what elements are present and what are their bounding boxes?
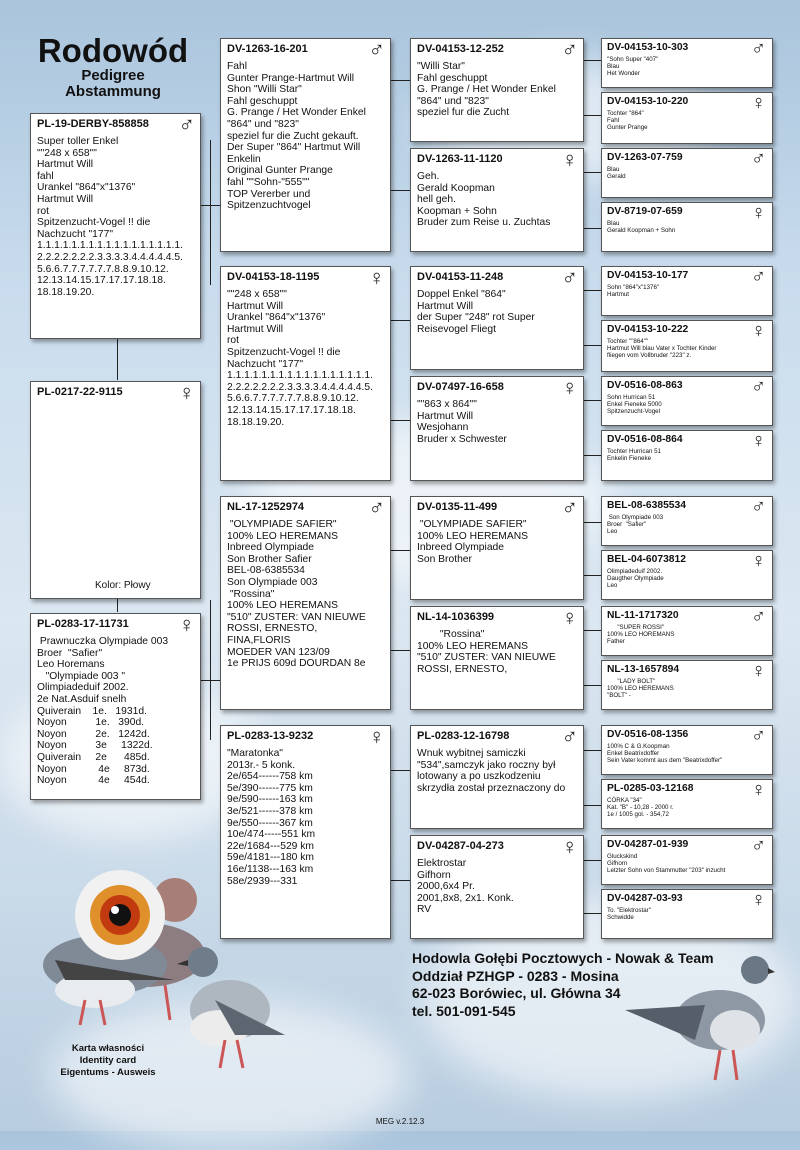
female-icon: ♀ [751, 202, 766, 224]
pedigree-description: Sohn Hurrican 51 Enkel Fieneke 5000 Spitzenzucht-Vogel [607, 394, 662, 415]
gen2-card [220, 496, 391, 710]
pedigree-description: "OLYMPIADE SAFIER" 100% LEO HEREMANS Inbreed Olympiade Son Brother [417, 519, 529, 565]
gen4-card [601, 660, 773, 710]
pedigree-description: Fahl Gunter Prange-Hartmut Will Shon "Willi Star" Fahl geschuppt G. Prange / Het Wonder Enkel "864" und "823" speziel fur die Zucht gekauft. Der Super "864" Hartmut Will Enkelin Original Gunter Prange fahl ""Sohn-"555"" TOP Vererber und Spitzenzuchtvogel [227, 61, 366, 212]
gen3-card [410, 496, 584, 600]
pedigree-description: Elektrostar Gifhorn 2000,6x4 Pr. 2001,8x8, 2x1. Konk. RV [417, 858, 514, 916]
ring-number: DV-04287-04-273 [417, 840, 504, 852]
ring-number: NL-17-1252974 [227, 501, 305, 513]
ring-number: BEL-08-6385534 [607, 500, 686, 511]
ring-number: DV-0516-08-1356 [607, 729, 689, 740]
gen4-card [601, 496, 773, 546]
connector-line [390, 650, 410, 651]
connector-line [583, 575, 601, 576]
female-icon: ♀ [751, 92, 766, 114]
connector-line [583, 345, 601, 346]
connector-line [390, 770, 410, 771]
female-icon: ♀ [751, 550, 766, 572]
male-icon: ♂ [368, 38, 385, 62]
ring-number: DV-04153-18-1195 [227, 271, 320, 283]
pedigree-description: Doppel Enkel "864" Hartmut Will der Super "248" rot Super Reisevogel Fliegt [417, 289, 535, 335]
ring-number: PL-19-DERBY-858858 [37, 118, 149, 130]
ring-number: PL-0217-22-9115 [37, 386, 123, 398]
female-icon: ♀ [751, 430, 766, 452]
pedigree-description: "LADY BOLT" 100% LEO HEREMANS "BOLT" - [607, 678, 674, 699]
breeder-address: 62-023 Borówiec, ul. Główna 34 [412, 985, 621, 1001]
male-icon: ♂ [751, 835, 766, 857]
ring-number: NL-14-1036399 [417, 611, 495, 623]
gen4-card [601, 835, 773, 885]
female-icon: ♀ [751, 660, 766, 682]
pedigree-description: "Willi Star" Fahl geschuppt G. Prange / Het Wonder Enkel "864" und "823" speziel fur die Zucht [417, 61, 556, 119]
ring-number: DV-04287-03-93 [607, 893, 683, 904]
ring-number: DV-04153-12-252 [417, 43, 504, 55]
gen3-card [410, 835, 584, 939]
connector-line [210, 140, 211, 285]
ring-number: DV-04153-11-248 [417, 271, 504, 283]
male-icon: ♂ [178, 113, 195, 137]
connector-line [210, 600, 211, 740]
connector-line [117, 338, 118, 380]
breeder-phone: tel. 501-091-545 [412, 1002, 516, 1019]
pedigree-description: Blau Gerald Koopman + Sohn [607, 220, 676, 234]
pedigree-description: Geh. Gerald Koopman hell geh. Koopman + Sohn Bruder zum Reise u. Zuchtas [417, 171, 551, 229]
connector-line [583, 522, 601, 523]
ring-number: DV-0135-11-499 [417, 501, 498, 513]
female-icon: ♀ [368, 266, 385, 290]
pedigree-description: 100% C & G.Koopman Enkel Beatrixdoffer Sein Vater kommt aus dem "Beatrixdoffer" [607, 743, 723, 764]
female-icon: ♀ [561, 148, 578, 172]
connector-line [583, 290, 601, 291]
pedigree-description: Sohn "864"x"1376" Hartmut [607, 284, 660, 298]
male-icon: ♂ [368, 496, 385, 520]
ring-number: DV-1263-07-759 [607, 152, 683, 163]
title-abstammung: Abstammung [65, 83, 161, 100]
female-icon: ♀ [751, 889, 766, 911]
gen3-card [410, 38, 584, 142]
connector-line [583, 172, 601, 173]
connector-line [583, 60, 601, 61]
female-icon: ♀ [368, 725, 385, 749]
female-icon: ♀ [561, 606, 578, 630]
connector-line [583, 805, 601, 806]
connector-line [390, 190, 410, 191]
pedigree-description: Tochter ""864"" Hartmut Will blau Vater x Tochter Kinder fliegen vom Vollbruder "223" z. [607, 338, 717, 359]
gen4-card [601, 430, 773, 481]
gen2-card [220, 38, 391, 252]
gen3-card [410, 376, 584, 481]
connector-line [583, 685, 601, 686]
connector-line [583, 455, 601, 456]
pedigree-description: "SUPER ROSSI" 100% LEO HOREMANS Father [607, 624, 675, 645]
ring-number: DV-0516-08-864 [607, 434, 683, 445]
pedigree-description: "Rossina" 100% LEO HEREMANS "510" ZUSTER: VAN NIEUWE ROSSI, ERNESTO, [417, 629, 556, 675]
gen3-card [410, 606, 584, 710]
ring-number: DV-04153-10-222 [607, 324, 689, 335]
connector-line [583, 400, 601, 401]
gen4-card [601, 725, 773, 775]
caption-line: Karta własności [71, 1043, 145, 1054]
pedigree-description: Wnuk wybitnej samiczki "534",samczyk jako roczny był lotowany a po uszkodzeniu skrzydła został przeznaczony do [417, 748, 566, 794]
caption-line: Identity card [79, 1055, 137, 1066]
gen4-card [601, 148, 773, 198]
breeder-branch: Oddział PZHGP - 0283 - Mosina [412, 967, 619, 984]
male-icon: ♂ [561, 38, 578, 62]
pedigree-description: Tochter "864" Fahl Gunter Prange [607, 110, 648, 131]
ring-number: BEL-04-6073812 [607, 554, 686, 565]
ring-number: PL-0285-03-12168 [607, 783, 694, 794]
male-icon: ♂ [751, 496, 766, 518]
pedigree-description: "OLYMPIADE SAFIER" 100% LEO HEREMANS Inbreed Olympiade Son Brother Safier BEL-08-6385534 Son Olympiade 003 "Rossina" 100% LEO HEREMANS "510" ZUSTER: VAN NIEUWE ROSSI, ERNESTO, FINA,FLORIS MOEDER VAN 123/09 1e PRIJS 609d DOURDAN 8e [227, 519, 366, 670]
female-icon: ♀ [561, 835, 578, 859]
gen4-card [601, 266, 773, 316]
connector-line [583, 228, 601, 229]
connector-line [390, 320, 410, 321]
gen4-card [601, 779, 773, 829]
pedigree-description: CÓRKA "34" Kat. "B" - 10,28 - 2000 r. 1e / 1005 gol. - 354,72 [607, 797, 674, 818]
female-icon: ♀ [178, 381, 195, 405]
connector-line [390, 550, 410, 551]
male-icon: ♂ [751, 38, 766, 60]
connector-line [583, 860, 601, 861]
connector-line [390, 420, 410, 421]
pedigree-description: Son Olympiade 003 Broer "Safier" Leo [607, 514, 664, 535]
ring-number: DV-04153-10-177 [607, 270, 689, 281]
gen3-card [410, 725, 584, 829]
partner-card [30, 381, 201, 599]
connector-line [583, 115, 601, 116]
version-label: MEG v.2.12.3 [375, 1117, 425, 1126]
ring-number: PL-0283-17-11731 [37, 618, 129, 630]
gen4-card [601, 38, 773, 88]
male-icon: ♂ [561, 496, 578, 520]
ring-number: PL-0283-12-16798 [417, 730, 510, 742]
pedigree-description: Super toller Enkel ""248 x 658"" Hartmut Will fahl Urankel "864"x"1376" Hartmut Will rot Spitzenzucht-Vogel !! die Nachzucht "177" 1.1.1.1.1.1.1.1.1.1.1.1.1.1.1.1.1. 2.2.2.2.2.2.2.3.3.3.3.4.4.4.4.4.5. 5.6.6.7.7.7.7.7.7.8.8.9.10.12. 12.13.14.15.17.17.17.18.18. 18.18.19.20. [37, 136, 183, 298]
pedigree-description: "Maratonka" 2013r.- 5 konk. 2e/654------758 km 5e/390------775 km 9e/590------163 km 3e/521------378 km 9e/550------367 km 10e/474-----551 km 22e/1684---529 km 59e/4181---180 km 16e/1138---163 km 58e/2939---331 [227, 748, 316, 887]
pedigree-description: ""863 x 864"" Hartmut Will Wesjohann Bruder x Schwester [417, 399, 507, 445]
gen4-card [601, 202, 773, 252]
gen4-card [601, 550, 773, 600]
ring-number: DV-04287-01-939 [607, 839, 689, 850]
identity-caption [38, 1043, 178, 1079]
ring-number: DV-04153-10-220 [607, 96, 689, 107]
gen4-card [601, 376, 773, 426]
male-icon: ♂ [751, 725, 766, 747]
title-rodowod: Rodowód [37, 32, 189, 69]
male-icon: ♂ [751, 148, 766, 170]
gen2-card [220, 266, 391, 481]
pedigree-description: Blau Gerald [607, 166, 626, 180]
subject-card [30, 113, 201, 339]
dam-card [30, 613, 201, 800]
gen3-card [410, 148, 584, 252]
pigeon-image [175, 940, 295, 1075]
connector-line [583, 913, 601, 914]
ring-number: DV-04153-10-303 [607, 42, 689, 53]
page-title [28, 34, 198, 100]
pedigree-description: To. "Elektrostar" Schwidde [607, 907, 651, 921]
gen4-card [601, 889, 773, 939]
male-icon: ♂ [751, 266, 766, 288]
connector-line [583, 750, 601, 751]
male-icon: ♂ [561, 725, 578, 749]
female-icon: ♀ [178, 613, 195, 637]
gen4-card [601, 92, 773, 144]
pedigree-description: Olimpiadeduif 2002. Daugther Olympiade Leo [607, 568, 664, 589]
ring-number: DV-1263-11-1120 [417, 153, 503, 165]
male-icon: ♂ [751, 606, 766, 628]
male-icon: ♂ [561, 266, 578, 290]
title-pedigree: Pedigree [81, 67, 145, 84]
breeder-info [412, 950, 714, 1020]
pedigree-description: Prawnuczka Olympiade 003 Broer "Safier" Leo Horemans "Olympiade 003 " Olimpiadeduif 2002. 2e Nat.Asduif snelh Quiverain 1e. 1931d. Noyon 1e. 390d. Noyon 2e. 1242d. Noyon 3e 1322d. Quiverain 2e 485d. Noyon 4e 873d. Noyon 4e 454d. [37, 636, 169, 787]
breeder-name: Hodowla Gołębi Pocztowych - Nowak & Team [412, 950, 714, 966]
ring-number: PL-0283-13-9232 [227, 730, 314, 742]
color-label: Kolor: Płowy [95, 580, 151, 591]
ring-number: DV-0516-08-863 [607, 380, 683, 391]
connector-line [390, 880, 410, 881]
ring-number: NL-11-1717320 [607, 610, 679, 621]
connector-line [583, 630, 601, 631]
caption-line: Eigentums - Ausweis [60, 1067, 156, 1078]
ring-number: DV-1263-16-201 [227, 43, 308, 55]
male-icon: ♂ [751, 376, 766, 398]
pedigree-description: Tochter Hurrican 51 Enkelin Fieneke [607, 448, 661, 462]
ring-number: NL-13-1657894 [607, 664, 680, 675]
gen2-card [220, 725, 391, 939]
gen4-card [601, 320, 773, 372]
connector-line [390, 80, 410, 81]
gen3-card [410, 266, 584, 370]
pedigree-description: Gluckskind Gifhorn Letzter Sohn von Stammutter "203" inzucht [607, 853, 726, 874]
pedigree-description: ""248 x 658"" Hartmut Will Urankel "864"x"1376" Hartmut Will rot Spitzenzucht-Vogel !! die Nachzucht "177" 1.1.1.1.1.1.1.1.1.1.1.1.1.1.1.1.1. 2.2.2.2.2.2.2.3.3.3.3.4.4.4.4.4.5. 5.6.6.7.7.7.7.7.7.8.8.9.10.12. 12.13.14.15.17.17.17.18.18. 18.18.19.20. [227, 289, 373, 428]
gen4-card [601, 606, 773, 656]
ring-number: DV-8719-07-659 [607, 206, 683, 217]
connector-line [117, 598, 118, 612]
female-icon: ♀ [751, 320, 766, 342]
ring-number: DV-07497-16-658 [417, 381, 504, 393]
female-icon: ♀ [561, 376, 578, 400]
female-icon: ♀ [751, 779, 766, 801]
pedigree-description: "Sohn Super "407" Blau Het Wonder [607, 56, 659, 77]
